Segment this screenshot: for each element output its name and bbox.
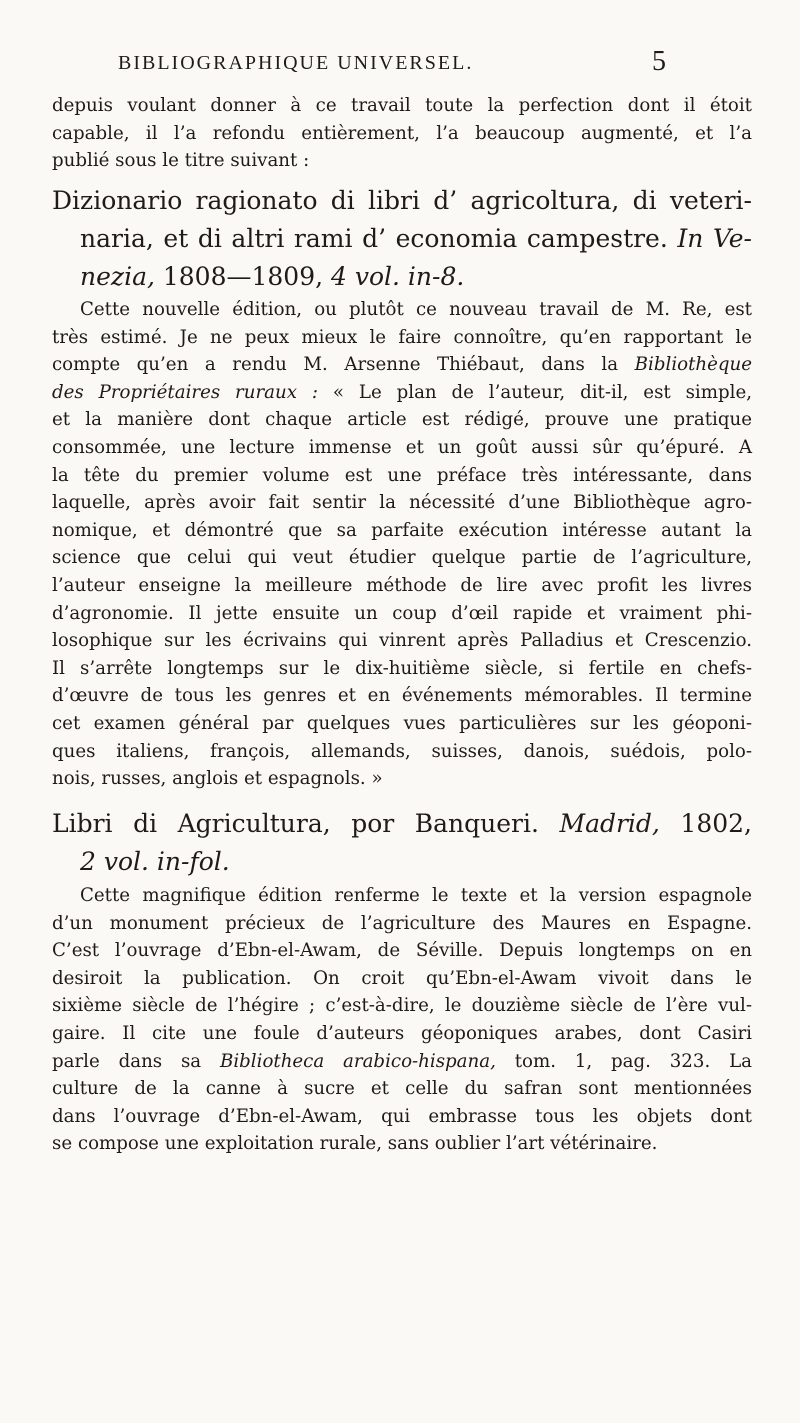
- page-number: 5: [652, 46, 666, 77]
- text-line: science que celui qui veut étudier quelque partie de l’agriculture,: [52, 547, 752, 569]
- text-line: [52, 1048, 752, 1076]
- text-line: Cette magnifique édition renferme le texte et la version espagnole: [80, 885, 752, 906]
- text-line: [52, 351, 752, 379]
- intro-paragraph: [52, 92, 752, 175]
- text-line: d’agronomie. Il jette ensuite un coup d’œil rapide et vraiment phi-: [52, 602, 752, 624]
- text-line: et la manière dont chaque article est rédigé, prouve une pratique: [52, 409, 752, 431]
- entry-title-text: naria, et di altri rami d’ economia campestre.: [80, 224, 678, 253]
- description-paragraph: [52, 882, 752, 1158]
- text-line: gaire. Il cite une foule d’auteurs géoponiques arabes, dont Casiri: [52, 1022, 752, 1044]
- text-line: la tête du premier volume est une préface très intéressante, dans: [52, 464, 752, 486]
- text-line: très estimé. Je ne peux mieux le faire connoître, qu’en rapportant le: [52, 326, 752, 348]
- text-line: cet examen général par quelques vues particulières sur les géoponi-: [52, 712, 752, 734]
- running-head: BIBLIOGRAPHIQUE UNIVERSEL.: [118, 52, 474, 74]
- text-segment: parle dans sa: [52, 1050, 220, 1072]
- text-line: culture de la canne à sucre et celle du safran sont mentionnées: [52, 1078, 752, 1100]
- journal-title: Bibliothèque: [634, 354, 752, 376]
- journal-title: des Propriétaires ruraux :: [52, 381, 318, 403]
- entry-years: 1808—1809,: [154, 262, 332, 291]
- entry-title-text: Libri di Agricultura, por Banqueri.: [52, 809, 560, 838]
- review-paragraph: [52, 296, 752, 793]
- text-line: d’œuvre de tous les genres et en événements mémorables. Il termine: [52, 685, 752, 707]
- text-segment: « Le plan de l’auteur, dit-il, est simple,: [318, 381, 752, 403]
- entry-place: nezia,: [80, 262, 155, 291]
- text-line: se compose une exploitation rurale, sans oublier l’art vétérinaire.: [52, 1133, 658, 1155]
- entry-title-libri: [52, 805, 752, 881]
- entry-title-line: [52, 805, 752, 843]
- book-title: Bibliotheca arabico-hispana,: [219, 1050, 496, 1072]
- text-line: l’auteur enseigne la meilleure méthode de lire avec profit les livres: [52, 574, 752, 596]
- entry-format: 4 vol. in-8.: [331, 262, 465, 291]
- text-line: losophique sur les écrivains qui vinrent après Palladius et Crescenzio.: [52, 630, 752, 652]
- text-line: consommée, une lecture immense et un goût aussi sûr qu’épuré. A: [52, 436, 752, 458]
- text-line: [52, 379, 752, 407]
- entry-years: 1802,: [659, 809, 752, 838]
- text-line: sixième siècle de l’hégire ; c’est-à-dire, le douzième siècle de l’ère vul-: [52, 995, 752, 1017]
- entry-format: 2 vol. in-fol.: [80, 847, 230, 876]
- text-line: C’est l’ouvrage d’Ebn-el-Awam, de Séville. Depuis longtemps on en: [52, 940, 752, 962]
- text-line: Il s’arrête longtemps sur le dix-huitième siècle, si fertile en chefs-: [52, 657, 752, 679]
- entry-place: In Ve-: [677, 224, 752, 253]
- text-line: Cette nouvelle édition, ou plutôt ce nouveau travail de M. Re, est: [80, 299, 752, 320]
- entry-title-line: Dizionario ragionato di libri d’ agricoltura, di veteri-: [52, 186, 752, 215]
- entry-title-line: [52, 220, 752, 258]
- text-line: nois, russes, anglois et espagnols. »: [52, 768, 383, 790]
- text-segment: compte qu’en a rendu M. Arsenne Thiébaut, dans la: [52, 354, 635, 376]
- text-line: capable, il l’a refondu entièrement, l’a beaucoup augmenté, et l’a: [52, 122, 752, 144]
- text-line: nomique, et démontré que sa parfaite exécution intéresse autant la: [52, 519, 752, 541]
- entry-title-line: [52, 258, 752, 296]
- entry-title-dizionario: [52, 182, 752, 296]
- entry-place: Madrid,: [559, 809, 660, 838]
- text-line: laquelle, après avoir fait sentir la nécessité d’une Bibliothèque agro-: [52, 492, 752, 514]
- text-line: dans l’ouvrage d’Ebn-el-Awam, qui embrasse tous les objets dont: [52, 1105, 752, 1127]
- text-line: d’un monument précieux de l’agriculture des Maures en Espagne.: [52, 912, 752, 934]
- text-line: depuis voulant donner à ce travail toute la perfection dont il étoit: [52, 95, 752, 116]
- entry-title-line: [52, 843, 752, 881]
- text-line: publié sous le titre suivant :: [52, 150, 310, 172]
- text-line: ques italiens, françois, allemands, suisses, danois, suédois, polo-: [52, 740, 752, 762]
- text-line: desiroit la publication. On croit qu’Ebn-el-Awam vivoit dans le: [52, 967, 752, 989]
- text-segment: tom. 1, pag. 323. La: [495, 1050, 752, 1072]
